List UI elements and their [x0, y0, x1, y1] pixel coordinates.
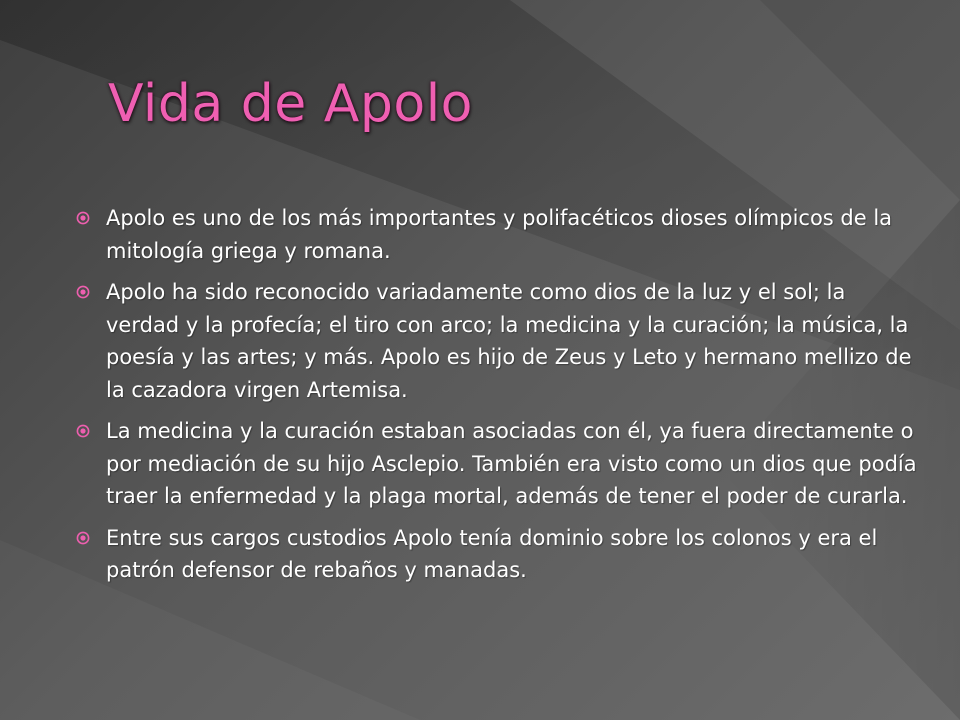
chevron-shape-upper	[760, 0, 960, 200]
slide-title: Vida de Apolo	[108, 74, 473, 134]
bullet-item	[76, 202, 926, 267]
circled-dot-icon	[76, 424, 90, 438]
bullet-text: Apolo ha sido reconocido variadamente como dios de la luz y el sol; la verdad y la profecía; el tiro con arco; la medicina y la curación; la música, la poesía y las artes; y más. Apolo es hijo de Zeus y Leto y hermano mellizo de la cazadora virgen Artemisa.	[106, 280, 912, 402]
bullet-item	[76, 415, 926, 513]
circled-dot-icon	[76, 531, 90, 545]
bullet-item	[76, 522, 926, 587]
circled-dot-icon	[76, 211, 90, 225]
bullet-text: Apolo es uno de los más importantes y polifacéticos dioses olímpicos de la mitología griega y romana.	[106, 206, 893, 263]
bullet-text: Entre sus cargos custodios Apolo tenía dominio sobre los colonos y era el patrón defensor de rebaños y manadas.	[106, 525, 878, 582]
bullet-list	[76, 202, 926, 596]
bullet-text: La medicina y la curación estaban asociadas con él, ya fuera directamente o por mediación de su hijo Asclepio. También era visto como un dios que podía traer la enfermedad y la plaga mortal, además de tener el poder de curarla.	[106, 419, 917, 508]
circled-dot-icon	[76, 285, 90, 299]
bullet-item	[76, 276, 926, 406]
